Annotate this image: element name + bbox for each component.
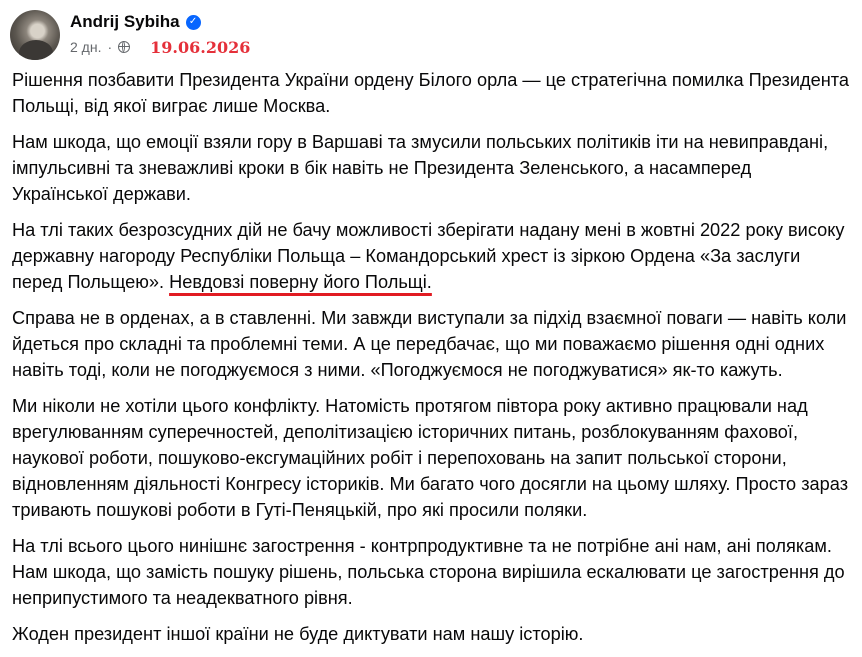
author-name[interactable]: Andrij Sybiha: [70, 12, 180, 31]
post-meta: [70, 10, 250, 58]
paragraph-1: Рішення позбавити Президента України ордену Білого орла — це стратегічна помилка Президента Польщі, від якої виграє лише Москва.: [12, 70, 850, 116]
paragraph-6: На тлі всього цього нинішнє загострення - контрпродуктивне та не потрібне ані нам, ані полякам. Нам шкода, що замість пошуку рішень, польська сторона вирішила ескалювати це загострення до неприпустимого та неадекватного рівня.: [12, 536, 845, 608]
paragraph-2: Нам шкода, що емоції взяли гору в Варшаві та змусили польських політиків іти на невиправдані, імпульсивні та зневажливі кроки в бік навіть не Президента Зеленського, а насамперед Української держави.: [12, 132, 829, 204]
globe-icon[interactable]: [118, 41, 130, 53]
post-header: [10, 10, 250, 64]
post-timestamp[interactable]: 2 дн.: [70, 39, 102, 55]
verified-badge-icon: ✓: [186, 15, 201, 30]
post-text: [12, 67, 852, 657]
paragraph-4: Справа не в орденах, а в ставленні. Ми завжди виступали за підхід взаємної поваги — навіть коли йдеться про складні та проблемні теми. А це передбачає, що ми поважаємо рішення одні одних навіть тоді, коли не погоджуємося з ними. «Погоджуємося не погоджуватися» як-то кажуть.: [12, 308, 847, 380]
paragraph-3-text: На тлі таких безрозсудних дій не бачу можливості зберігати надану мені в жовтні 2022 року високу державну нагороду Республіки Польща – Командорський хрест із зіркою Ордена «За заслуги перед Польщею».: [12, 220, 845, 292]
author-row: [70, 11, 250, 33]
post-subline: [70, 36, 250, 58]
author-avatar[interactable]: [10, 10, 60, 60]
underlined-sentence: Невдовзі поверну його Польщі.: [169, 272, 432, 292]
separator-dot: ·: [107, 39, 113, 55]
date-annotation: 19.06.2026: [150, 37, 251, 57]
paragraph-7: Жоден президент іншої країни не буде диктувати нам нашу історію.: [12, 624, 584, 644]
paragraph-5: Ми ніколи не хотіли цього конфлікту. Натомість протягом півтора року активно працювали над врегулюванням суперечностей, деполітизацією історичних питань, розблокуванням фахової, наукової роботи, пошуково-ексгумаційних робіт і перепоховань на запит польської сторони, відновленням діяльності Конгресу істориків. Ми багато чого досягли на цьому шляху. Просто зараз тривають пошукові роботи в Гуті-Пеняцькій, про які просили поляки.: [12, 396, 849, 520]
paragraph-3: [12, 217, 852, 295]
